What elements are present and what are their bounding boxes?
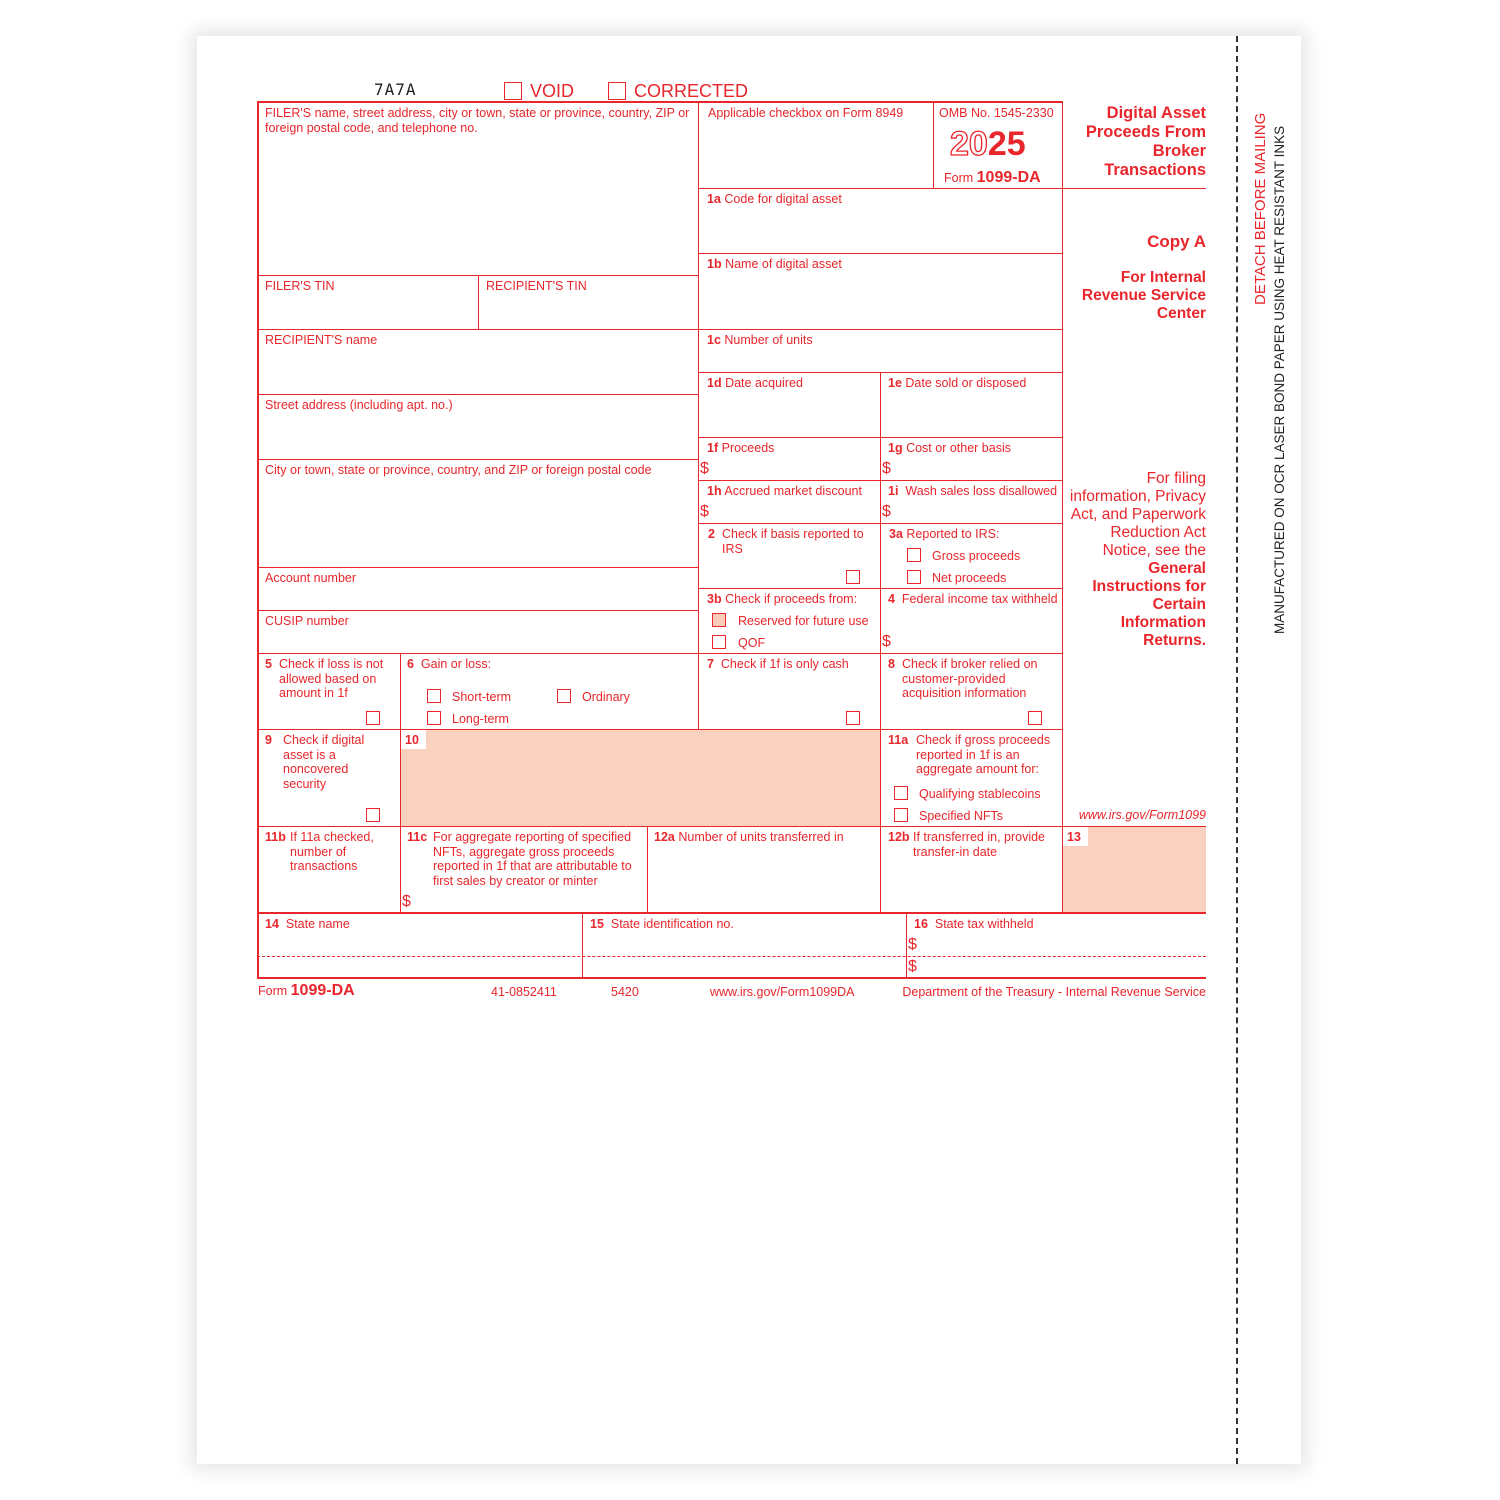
footer-dept: Department of the Treasury - Internal Revenue Service bbox=[902, 985, 1206, 999]
account-number-label: Account number bbox=[265, 571, 357, 585]
divider-main bbox=[698, 101, 699, 729]
footer-form-id: 1099-DA bbox=[290, 982, 355, 999]
box-5-checkbox[interactable] bbox=[366, 711, 380, 725]
box-5-num: 5 bbox=[265, 657, 272, 671]
box-13-label bbox=[1067, 830, 1081, 845]
box-1d-num: 1d bbox=[707, 376, 722, 390]
box-11a-stablecoins-label: Qualifying stablecoins bbox=[919, 787, 1041, 801]
box-6-ordinary-checkbox[interactable] bbox=[557, 689, 571, 703]
box-9-checkbox[interactable] bbox=[366, 808, 380, 822]
city-label: City or town, state or province, country, and ZIP or foreign postal code bbox=[265, 463, 652, 477]
box-11a-stablecoins-checkbox[interactable] bbox=[894, 786, 908, 800]
street-address-label: Street address (including apt. no.) bbox=[265, 398, 453, 412]
detach-perforation bbox=[1236, 36, 1238, 1464]
box-8-label bbox=[888, 657, 1058, 701]
box-6-label bbox=[407, 657, 491, 672]
line-row14-top bbox=[257, 912, 1206, 914]
line-recipient-bottom bbox=[257, 394, 698, 395]
applicable-checkbox-label: Applicable checkbox on Form 8949 bbox=[708, 106, 904, 120]
divider-11c-12a bbox=[647, 826, 648, 912]
box-16-label bbox=[914, 917, 1034, 932]
box-12b-label bbox=[888, 830, 1056, 859]
box-1b-label bbox=[707, 257, 842, 272]
form-top-border bbox=[257, 101, 1062, 103]
box-1h-dollar: $ bbox=[700, 503, 709, 520]
box-1g-label bbox=[888, 441, 1011, 456]
divider-11b-11c bbox=[400, 826, 401, 912]
footer-code: 5420 bbox=[611, 985, 639, 999]
side-line-top bbox=[1062, 188, 1206, 189]
line-2-bottom bbox=[698, 588, 1062, 589]
divider-14-15 bbox=[582, 912, 583, 977]
box-1i-num: 1i bbox=[888, 484, 899, 498]
box-3a-gross-label: Gross proceeds bbox=[932, 549, 1021, 563]
box-12a-label bbox=[654, 830, 844, 845]
box-2-text: Check if basis reported to IRS bbox=[722, 527, 864, 556]
box-3b-text: Check if proceeds from: bbox=[725, 592, 858, 606]
box-6-long-term-checkbox[interactable] bbox=[427, 711, 441, 725]
tax-year bbox=[950, 124, 1026, 164]
box-3b-qof-checkbox[interactable] bbox=[712, 635, 726, 649]
box-11a-text: Check if gross proceeds reported in 1f is an aggregate amount for: bbox=[916, 733, 1051, 776]
box-4-num: 4 bbox=[888, 592, 895, 606]
filer-tin-label: FILER'S TIN bbox=[265, 279, 335, 293]
line-state-dashed bbox=[257, 956, 1206, 957]
divider-mid bbox=[880, 372, 881, 912]
box-1i-label bbox=[888, 484, 1057, 499]
box-6-text: Gain or loss: bbox=[420, 657, 492, 671]
box-11b-num: 11b bbox=[265, 830, 286, 844]
box-11b-label bbox=[265, 830, 395, 874]
box-3b-reserved-checkbox bbox=[712, 613, 726, 627]
box-11c-text: For aggregate reporting of specified NFTs, aggregate gross proceeds reported in 1f that are attributable to first sales by creator or minter bbox=[433, 830, 632, 888]
box-11c-dollar: $ bbox=[402, 893, 411, 910]
filing-notice bbox=[1066, 470, 1206, 650]
box-7-checkbox[interactable] bbox=[846, 711, 860, 725]
box-11a-label bbox=[888, 733, 1060, 777]
box-14-text: State name bbox=[285, 917, 350, 931]
line-row5-top bbox=[257, 653, 1062, 654]
box-16-num: 16 bbox=[914, 917, 928, 931]
box-9-num: 9 bbox=[265, 733, 272, 747]
box-6-short-term-label: Short-term bbox=[452, 690, 512, 704]
filing-notice-text: For filing information, Privacy Act, and Paperwork Reduction Act Notice, see the bbox=[1069, 470, 1206, 559]
box-2-label bbox=[708, 527, 868, 556]
box-11a-nfts-label: Specified NFTs bbox=[919, 809, 1004, 823]
box-7-num: 7 bbox=[707, 657, 714, 671]
corrected-checkbox[interactable] bbox=[608, 82, 626, 100]
footer-url[interactable]: www.irs.gov/Form1099DA bbox=[710, 985, 855, 999]
box-3a-label bbox=[889, 527, 1000, 542]
footer-form-word: Form bbox=[258, 984, 288, 998]
line-1c-bottom bbox=[698, 372, 1062, 373]
box-1d-label bbox=[707, 376, 803, 391]
box-8-checkbox[interactable] bbox=[1028, 711, 1042, 725]
box-14-num: 14 bbox=[265, 917, 279, 931]
box-10-shaded bbox=[401, 730, 880, 826]
box-4-label bbox=[888, 592, 1058, 607]
tax-year-prefix: 20 bbox=[950, 125, 988, 163]
void-label: VOID bbox=[530, 81, 575, 101]
form-name-header bbox=[944, 169, 1041, 187]
box-12b-num: 12b bbox=[888, 830, 910, 844]
corrected-label: CORRECTED bbox=[634, 81, 749, 101]
filing-notice-bold: General Instructions for Certain Information Returns. bbox=[1092, 560, 1206, 649]
line-1h-bottom bbox=[698, 523, 1062, 524]
box-6-short-term-checkbox[interactable] bbox=[427, 689, 441, 703]
box-15-label bbox=[590, 917, 734, 932]
line-row11b-top bbox=[257, 826, 1062, 827]
line-filer-bottom bbox=[257, 275, 698, 276]
box-15-num: 15 bbox=[590, 917, 604, 931]
box-1c-label bbox=[707, 333, 813, 348]
copy-a-label: Copy A bbox=[1147, 232, 1206, 251]
box-9-text: Check if digital asset is a noncovered security bbox=[283, 733, 365, 791]
box-1f-num: 1f bbox=[707, 441, 719, 455]
box-16-dollar-1: $ bbox=[908, 936, 917, 953]
box-13-num: 13 bbox=[1067, 830, 1081, 844]
line-street-bottom bbox=[257, 459, 698, 460]
form-name: 1099-DA bbox=[976, 169, 1041, 186]
box-3a-net-label: Net proceeds bbox=[932, 571, 1007, 585]
box-2-num: 2 bbox=[708, 527, 715, 541]
box-6-num: 6 bbox=[407, 657, 414, 671]
for-irs-label: For Internal Revenue Service Center bbox=[1081, 269, 1206, 322]
form-word: Form bbox=[944, 171, 974, 185]
box-16-text: State tax withheld bbox=[934, 917, 1034, 931]
line-1d-bottom bbox=[698, 437, 1062, 438]
box-1d-text: Date acquired bbox=[725, 376, 803, 390]
box-9-label bbox=[265, 733, 385, 791]
box-3a-net-checkbox[interactable] bbox=[907, 570, 921, 584]
recipient-name-label: RECIPIENT'S name bbox=[265, 333, 378, 347]
box-1h-label bbox=[707, 484, 862, 499]
box-3b-reserved-label: Reserved for future use bbox=[738, 614, 869, 628]
manufactured-notice: MANUFACTURED ON OCR LASER BOND PAPER USING HEAT RESISTANT INKS bbox=[1272, 125, 1287, 634]
box-3b-label bbox=[707, 592, 857, 607]
box-1a-num: 1a bbox=[707, 192, 721, 206]
box-1g-dollar: $ bbox=[882, 460, 891, 477]
box-12a-num: 12a bbox=[654, 830, 675, 844]
cusip-number-label: CUSIP number bbox=[265, 614, 349, 628]
box-10-label bbox=[405, 733, 419, 748]
line-1a-bottom bbox=[698, 253, 1062, 254]
form-left-border bbox=[257, 101, 259, 978]
box-14-label bbox=[265, 917, 350, 932]
box-6-ordinary-label: Ordinary bbox=[582, 690, 630, 704]
form-id-code: 7A7A bbox=[374, 80, 417, 99]
recipient-tin-label: RECIPIENT'S TIN bbox=[486, 279, 587, 293]
box-3a-text: Reported to IRS: bbox=[906, 527, 1000, 541]
void-checkbox[interactable] bbox=[504, 82, 522, 100]
filer-name-label: FILER'S name, street address, city or town, state or province, country, ZIP or foreign postal code, and telephone no. bbox=[265, 106, 690, 135]
box-1f-dollar: $ bbox=[700, 460, 709, 477]
box-3b-num: 3b bbox=[707, 592, 722, 606]
footer-form-name bbox=[258, 982, 355, 1000]
box-1a-text: Code for digital asset bbox=[724, 192, 842, 206]
irs-url-side[interactable]: www.irs.gov/Form1099 bbox=[1078, 808, 1206, 822]
divider-tin bbox=[478, 275, 479, 329]
box-1e-text: Date sold or disposed bbox=[905, 376, 1027, 390]
box-8-num: 8 bbox=[888, 657, 895, 671]
box-1b-num: 1b bbox=[707, 257, 722, 271]
box-1f-label bbox=[707, 441, 774, 456]
form-bottom-border bbox=[257, 977, 1206, 979]
box-5-text: Check if loss is not allowed based on amount in 1f bbox=[279, 657, 384, 700]
divider-15-16 bbox=[906, 912, 907, 977]
omb-label: OMB No. 1545-2330 bbox=[939, 106, 1054, 120]
box-10-num: 10 bbox=[405, 733, 419, 747]
detach-notice: DETACH BEFORE MAILING bbox=[1252, 112, 1269, 305]
box-11c-num: 11c bbox=[407, 830, 428, 844]
box-1h-text: Accrued market discount bbox=[724, 484, 862, 498]
divider-right bbox=[1062, 101, 1063, 912]
box-1i-text: Wash sales loss disallowed bbox=[905, 484, 1058, 498]
box-1b-text: Name of digital asset bbox=[725, 257, 842, 271]
box-5-label bbox=[265, 657, 395, 701]
box-12a-text: Number of units transferred in bbox=[678, 830, 844, 844]
box-1i-dollar: $ bbox=[882, 503, 891, 520]
box-11c-label bbox=[407, 830, 643, 888]
line-1f-bottom bbox=[698, 480, 1062, 481]
box-8-text: Check if broker relied on customer-provided acquisition information bbox=[902, 657, 1038, 700]
box-1h-num: 1h bbox=[707, 484, 722, 498]
box-6-long-term-label: Long-term bbox=[452, 712, 509, 726]
line-account-bottom bbox=[257, 610, 698, 611]
box-15-text: State identification no. bbox=[610, 917, 734, 931]
box-1g-num: 1g bbox=[888, 441, 903, 455]
box-2-checkbox[interactable] bbox=[846, 570, 860, 584]
box-11a-nfts-checkbox[interactable] bbox=[894, 808, 908, 822]
box-7-text: Check if 1f is only cash bbox=[720, 657, 849, 671]
box-11a-num: 11a bbox=[888, 733, 909, 747]
box-16-dollar-2: $ bbox=[908, 958, 917, 975]
line-omb-bottom bbox=[698, 188, 1062, 189]
form-title: Digital Asset Proceeds From Broker Transactions bbox=[1085, 104, 1206, 179]
box-1e-label bbox=[888, 376, 1026, 391]
box-4-text: Federal income tax withheld bbox=[901, 592, 1058, 606]
box-3a-num: 3a bbox=[889, 527, 903, 541]
divider-omb bbox=[933, 101, 934, 188]
tax-year-suffix: 25 bbox=[987, 125, 1026, 163]
box-1c-text: Number of units bbox=[724, 333, 813, 347]
line-city-bottom bbox=[257, 567, 698, 568]
box-7-label bbox=[707, 657, 849, 672]
box-1f-text: Proceeds bbox=[721, 441, 775, 455]
footer-cat-number: 41-0852411 bbox=[491, 985, 557, 999]
box-1e-num: 1e bbox=[888, 376, 902, 390]
divider-10-11a bbox=[880, 729, 881, 826]
box-3a-gross-checkbox[interactable] bbox=[907, 548, 921, 562]
box-1a-label bbox=[707, 192, 842, 207]
line-1b-bottom bbox=[698, 329, 1062, 330]
box-1g-text: Cost or other basis bbox=[906, 441, 1011, 455]
box-3b-qof-label: QOF bbox=[738, 636, 766, 650]
box-4-dollar: $ bbox=[882, 633, 891, 650]
box-12b-text: If transferred in, provide transfer-in date bbox=[913, 830, 1046, 859]
box-11b-text: If 11a checked, number of transactions bbox=[290, 830, 374, 873]
divider-5-6 bbox=[400, 653, 401, 729]
line-tin-bottom bbox=[257, 329, 698, 330]
box-1c-num: 1c bbox=[707, 333, 721, 347]
